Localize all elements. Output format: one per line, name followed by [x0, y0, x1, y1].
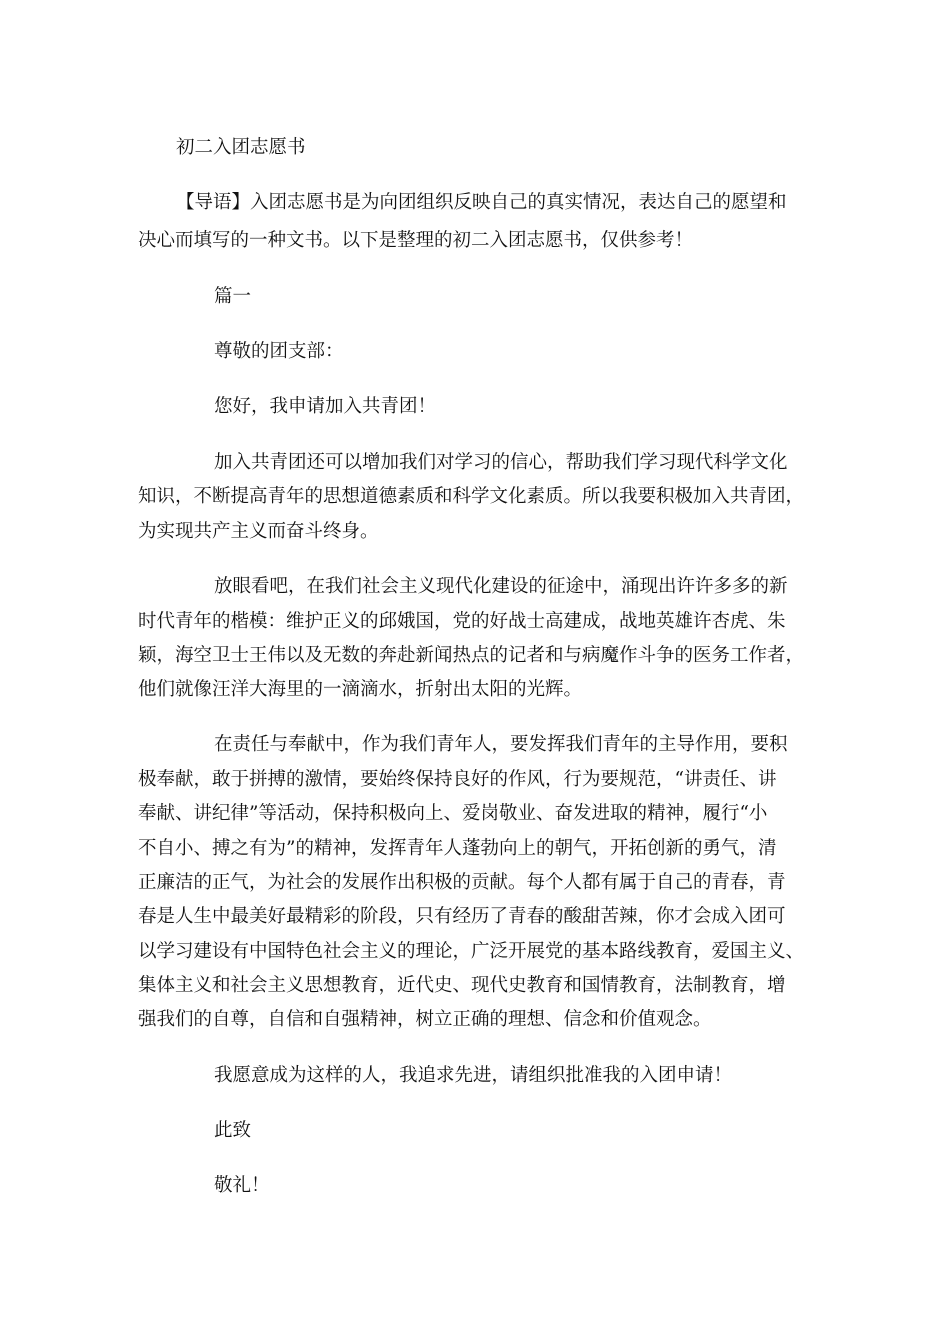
paragraph1-line: 为实现共产主义而奋斗终身。: [138, 521, 379, 542]
paragraph2-line: 时代青年的楷模：维护正义的邱娥国，党的好战士高建成，战地英雄许杏虎、朱: [138, 611, 786, 632]
paragraph2-line: 放眼看吧，在我们社会主义现代化建设的征途中，涌现出许许多多的新: [214, 576, 788, 597]
paragraph3-line: 不自小、搏之有为”的精神，发挥青年人蓬勃向上的朝气，开拓创新的勇气，清: [138, 838, 777, 859]
paragraph3-line: 奉献、讲纪律”等活动，保持积极向上、爱岗敬业、奋发进取的精神，履行“小: [138, 803, 768, 824]
paragraph1-line: 加入共青团还可以增加我们对学习的信心，帮助我们学习现代科学文化: [214, 452, 788, 473]
paragraph3-line: 以学习建设有中国特色社会主义的理论，广泛开展党的基本路线教育，爱国主义、: [138, 941, 805, 962]
document-title: 初二入团志愿书: [176, 137, 306, 158]
paragraph2-line: 颖，海空卫士王伟以及无数的奔赴新闻热点的记者和与病魔作斗争的医务工作者，: [138, 645, 805, 666]
paragraph2-line: 他们就像汪洋大海里的一滴滴水，折射出太阳的光辉。: [138, 679, 583, 700]
greeting: 您好，我申请加入共青团！: [214, 396, 437, 417]
closing-ci-zhi: 此致: [214, 1120, 252, 1141]
paragraph3-line: 春是人生中最美好最精彩的阶段，只有经历了青春的酸甜苦辣，你才会成入团可: [138, 906, 786, 927]
paragraph4: 我愿意成为这样的人，我追求先进，请组织批准我的入团申请！: [214, 1065, 733, 1086]
paragraph3-line: 在责任与奉献中，作为我们青年人，要发挥我们青年的主导作用，要积: [214, 734, 788, 755]
paragraph3-line: 集体主义和社会主义思想教育，近代史、现代史教育和国情教育，法制教育，增: [138, 975, 786, 996]
salutation: 尊敬的团支部：: [214, 341, 344, 362]
intro-line-1: 【导语】入团志愿书是为向团组织反映自己的真实情况，表达自己的愿望和: [176, 192, 787, 213]
paragraph3-line: 极奉献，敢于拼搏的激情，要始终保持良好的作风，行为要规范，“讲责任、讲: [138, 769, 777, 790]
intro-line-2: 决心而填写的一种文书。以下是整理的初二入团志愿书，仅供参考！: [138, 230, 694, 251]
closing-jing-li: 敬礼！: [214, 1175, 270, 1196]
section-label: 篇一: [214, 286, 252, 307]
paragraph3-line: 强我们的自尊，自信和自强精神，树立正确的理想、信念和价值观念。: [138, 1009, 712, 1030]
paragraph3-line: 正廉洁的正气，为社会的发展作出积极的贡献。每个人都有属于自己的青春，青: [138, 872, 786, 893]
paragraph1-line: 知识，不断提高青年的思想道德素质和科学文化素质。所以我要积极加入共青团，: [138, 486, 805, 507]
